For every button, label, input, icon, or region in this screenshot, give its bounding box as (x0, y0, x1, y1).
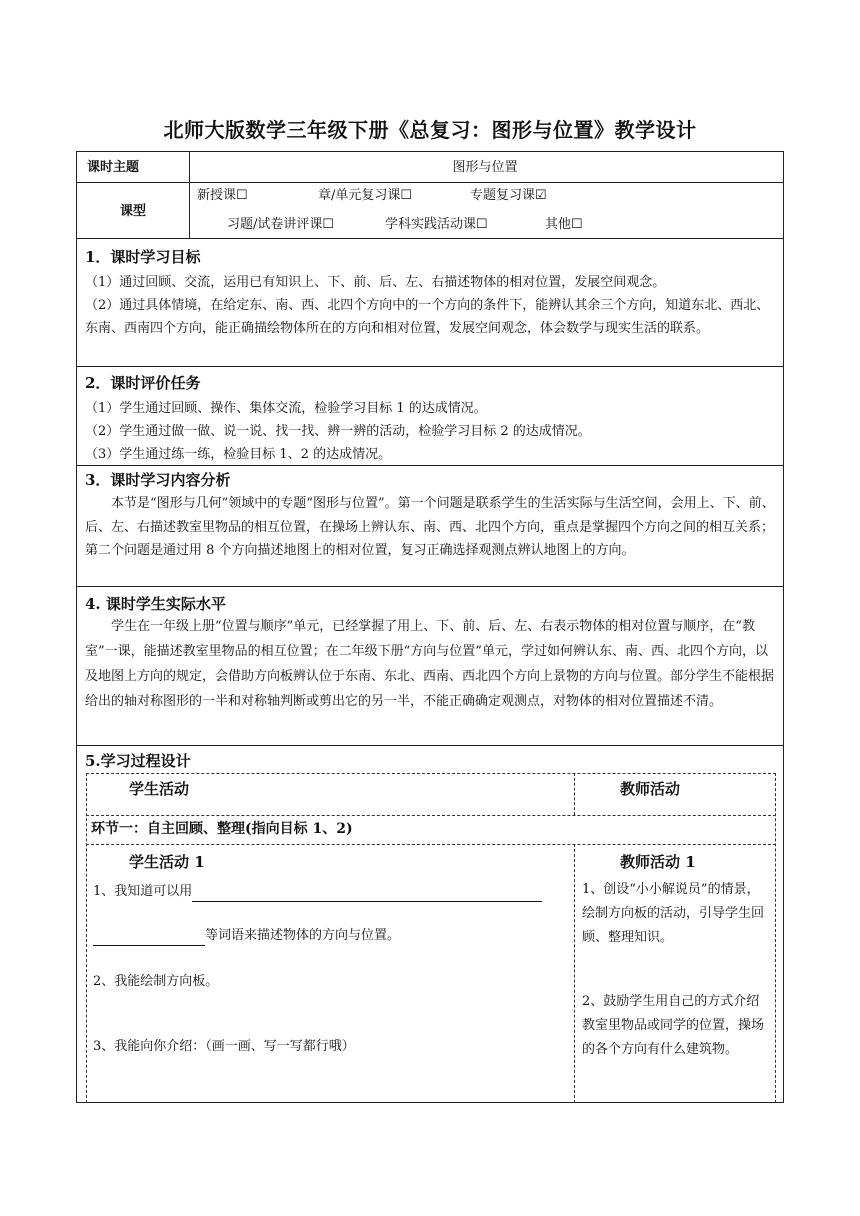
student-item-1-b-text: 等词语来描述物体的方向与位置。 (205, 928, 401, 943)
row-divider-2 (77, 238, 783, 239)
activity-table-mid-1 (574, 773, 575, 815)
lesson-type-option: 专题复习课☑ (470, 188, 547, 203)
row-divider-4 (77, 465, 783, 466)
stage-1-heading: 环节一：自主回顾、整理(指向目标 1、2) (91, 821, 353, 837)
row-divider-1 (77, 182, 783, 183)
section-4-content: 学生在一年级上册“位置与顺序”单元，已经掌握了用上、下、前、后、左、右表示物体的相对位置与顺序，在“教室”一课，能描述教室里物品的相互位置；在二年级下册“方向与位置”单元，学过如何辨认东、南、西、北四个方向，以及地图上方向的规定，会借助方向板辨认位于东南、东北、西南、西北四个方向上景物的方向与位置。部分学生不能根据给出的轴对称图形的一半和对称轴判断或剪出它的另一半，不能正确确定观测点，对物体的相对位置描述不清。 (85, 619, 775, 709)
section-1-heading: 1．课时学习目标 (85, 248, 201, 266)
col-divider-top (189, 152, 190, 238)
document-title: 北师大版数学三年级下册《总复习：图形与位置》教学设计 (163, 118, 697, 142)
activity-table-mid-2 (574, 844, 575, 1103)
student-item-1-a (93, 881, 542, 902)
column-header-teacher: 教师活动 (620, 780, 681, 798)
student-item-1-a-text: 1、我知道可以用 (93, 884, 193, 899)
activity-table-row-1 (86, 815, 776, 816)
activity-table-row-2 (86, 844, 776, 845)
student-item-3: 3、我能向你介绍：（画一画、写一写都行哦） (93, 1039, 355, 1054)
activity-table-top (86, 773, 776, 774)
section-2-task-1: （1）学生通过回顾、操作、集体交流，检验学习目标 1 的达成情况。 (85, 401, 487, 416)
section-2-heading: 2．课时评价任务 (85, 374, 201, 392)
activity-table-right (775, 773, 776, 1103)
lesson-type-label: 课型 (119, 204, 146, 219)
teacher-activity-1-title: 教师活动 1 (620, 853, 696, 871)
section-4-heading: 4. 课时学生实际水平 (85, 595, 226, 613)
row-divider-5 (77, 586, 783, 587)
lesson-type-option: 其他☐ (545, 217, 583, 232)
lesson-type-option: 习题/试卷讲评课☐ (227, 217, 335, 232)
teacher-item-2: 2、鼓励学生用自己的方式介绍教室里物品或同学的位置，操场的各个方向有什么建筑物。 (582, 994, 765, 1057)
lesson-topic-label: 课时主题 (87, 160, 140, 175)
student-activity-1-title: 学生活动 1 (129, 853, 205, 871)
section-2-task-3: （3）学生通过练一练，检验目标 1、2 的达成情况。 (85, 447, 392, 462)
section-1-goal-1: （1）通过回顾、交流，运用已有知识上、下、前、后、左、右描述物体的相对位置，发展空间观念。 (85, 275, 666, 290)
fill-in-blank-2[interactable] (93, 931, 205, 946)
lesson-topic-value: 图形与位置 (452, 160, 518, 175)
section-3-content: 本节是“图形与几何”领域中的专题“图形与位置”。第一个问题是联系学生的生活实际与生活空间，会用上、下、前、后、左、右描述教室里物品的相互位置，在操场上辨认东、南、西、北四个方向，重点是掌握四个方向之间的相互关系；第二个问题是通过用 8 个方向描述地图上的相对位置，复习正确选择观测点辨认地图上的方向。 (85, 496, 775, 558)
student-item-2: 2、我能绘制方向板。 (93, 974, 219, 989)
lesson-type-option: 新授课☐ (197, 188, 248, 203)
section-5-heading: 5.学习过程设计 (85, 752, 191, 770)
fill-in-blank-1[interactable] (192, 887, 542, 902)
lesson-type-option: 章/单元复习课☐ (318, 188, 413, 203)
teacher-item-1: 1、创设“小小解说员”的情景，绘制方向板的活动，引导学生回顾、整理知识。 (582, 882, 765, 945)
section-2-task-2: （2）学生通过做一做、说一说、找一找、辨一辨的活动，检验学习目标 2 的达成情况。 (85, 424, 591, 439)
lesson-design-table (76, 151, 784, 1103)
section-3-heading: 3．课时学习内容分析 (85, 471, 231, 489)
column-header-student: 学生活动 (129, 780, 190, 798)
student-item-1-b (93, 925, 400, 946)
activity-table-left (86, 773, 87, 1103)
row-divider-3 (77, 366, 783, 367)
lesson-type-option: 学科实践活动课☐ (385, 217, 488, 232)
row-divider-6 (77, 745, 783, 746)
section-1-goal-2: （2）通过具体情境，在给定东、南、西、北四个方向中的一个方向的条件下，能辨认其余三个方向，知道东北、西北、东南、西南四个方向，能正确描绘物体所在的方向和相对位置，发展空间观念，体会数学与现实生活的联系。 (85, 298, 770, 336)
